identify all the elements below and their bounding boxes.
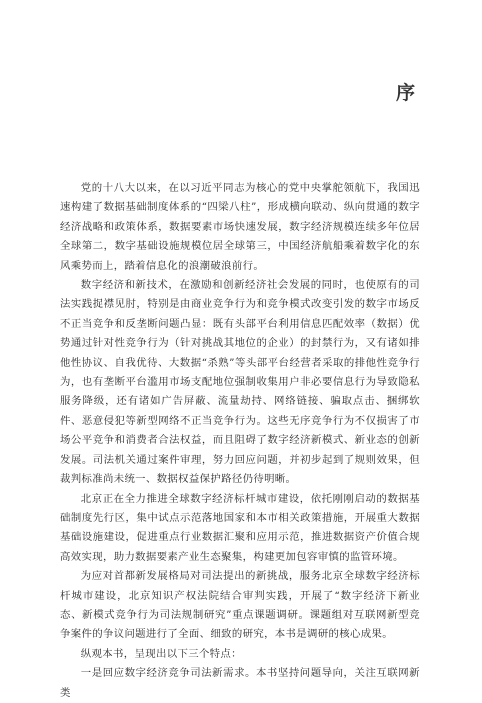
paragraph: 纵观本书，呈现出以下三个特点： xyxy=(80,647,242,660)
preface-title: 序 xyxy=(395,82,416,104)
paragraph: 北京正在全力推进全球数字经济标杆城市建设，依托刚刚启动的数据基础制度先行区，集中试点示范落地国家和本市相关政策措施，开展重大数据基础设施建设，促进重点行业数据汇聚和应用示范，推进数据资产价值合规高效实现，助力数据要素产业生态聚集，构建更加包容审慎的监管环境。 xyxy=(60,492,420,563)
paragraph: 一是回应数字经济竞争司法新需求。本书坚持问题导向，关注互联网新类 xyxy=(60,667,420,699)
preface-body xyxy=(60,179,420,703)
paragraph: 数字经济和新技术，在激励和创新经济社会发展的同时，也使原有的司法实践捉襟见肘，特别是由商业竞争行为和竞争模式改变引发的数字市场反不正当竞争和反垄断问题凸显：既有头部平台利用信息匹配效率（数据）优势通过针对性竞争行为（针对挑战其地位的企业）的封禁行为，又有诸如排他性协议、自我优待、大数据“杀熟”等头部平台经营者采取的排他性竞争行为，也有垄断平台滥用市场支配地位强制收集用户非必要信息行为导致隐私服务降级，还有诸如广告屏蔽、流量劫持、网络链接、骗取点击、捆绑软件、恶意侵犯等新型网络不正当竞争行为。这些无序竞争行为不仅损害了市场公平竞争和消费者合法权益，而且阻碍了数字经济新模式、新业态的创新发展。司法机关通过案件审理，努力回应问题，并初步起到了规则效果，但裁判标准尚未统一、数据权益保护路径仍待明晰。 xyxy=(60,279,420,486)
paragraph: 为应对首都新发展格局对司法提出的新挑战，服务北京全球数字经济标杆城市建设，北京知识产权法院结合审判实践，开展了“数字经济下新业态、新模式竞争行为司法规制研究”重点课题调研。课题组对互联网新型竞争案件的争议问题进行了全面、细致的研究，本书是调研的核心成果。 xyxy=(60,570,420,641)
paragraph: 党的十八大以来，在以习近平同志为核心的党中央掌舵领航下，我国迅速构建了数据基础制度体系的“四梁八柱”，形成横向联动、纵向贯通的数字经济战略和政策体系，数据要素市场快速发展，数字经济规模连续多年位居全球第二，数字基础设施规模位居全球第三，中国经济航船乘着数字化的东风乘势而上，踏着信息化的浪潮破浪前行。 xyxy=(60,182,420,272)
